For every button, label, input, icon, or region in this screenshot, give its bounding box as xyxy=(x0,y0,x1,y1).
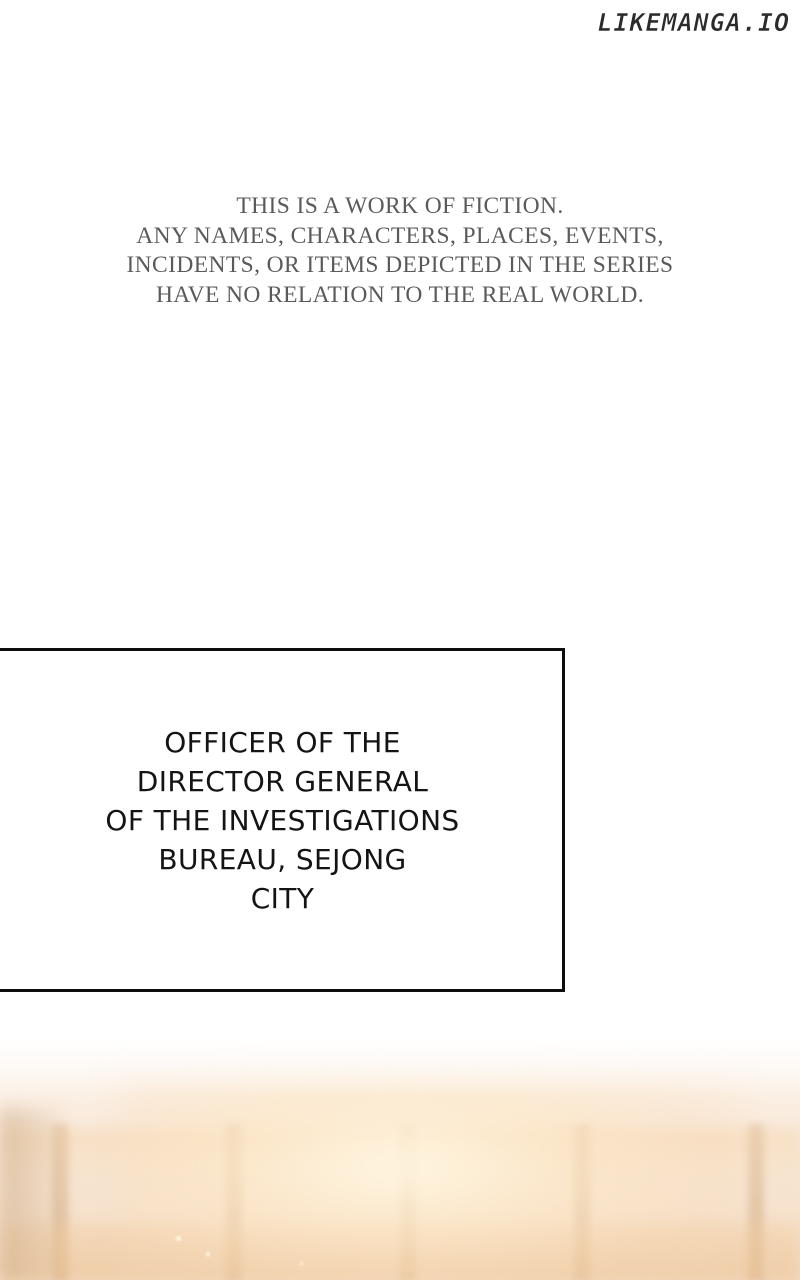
scene-light-spark xyxy=(206,1252,210,1256)
scene-light-spark xyxy=(300,1262,303,1265)
disclaimer-line: HAVE NO RELATION TO THE REAL WORLD. xyxy=(155,281,645,308)
disclaimer-line: INCIDENTS, OR ITEMS DEPICTED IN THE SERIES xyxy=(126,252,674,278)
scene-light-spark xyxy=(176,1236,181,1241)
dialogue-line: OF THE INVESTIGATIONS xyxy=(105,803,460,837)
dialogue-line: CITY xyxy=(250,881,315,915)
dialogue-line: OFFICER OF THE xyxy=(164,725,401,759)
disclaimer-line: THIS IS A WORK OF FICTION. xyxy=(236,193,564,219)
dialogue-line: DIRECTOR GENERAL xyxy=(136,764,429,798)
scene-left-shadow xyxy=(0,1108,70,1280)
site-watermark: LIKEMANGA.IO xyxy=(597,8,790,37)
dialogue-box xyxy=(0,648,565,992)
scene-light-glow xyxy=(120,1078,740,1280)
disclaimer-line: ANY NAMES, CHARACTERS, PLACES, EVENTS, xyxy=(136,222,664,249)
dialogue-text xyxy=(97,723,459,918)
dialogue-line: BUREAU, SEJONG xyxy=(158,842,407,876)
scene-top-haze xyxy=(0,1038,800,1098)
fiction-disclaimer xyxy=(0,192,800,310)
scene-artwork xyxy=(0,1038,800,1280)
